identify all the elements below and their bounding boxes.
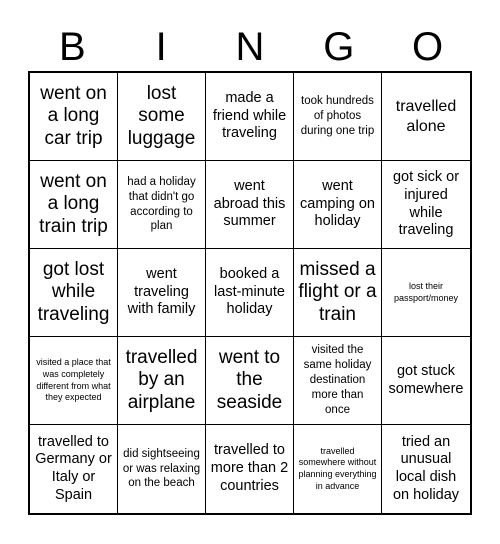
bingo-cell-r4-c5[interactable]: got stuck somewhere bbox=[382, 337, 470, 425]
bingo-cell-r1-c2[interactable]: lost some luggage bbox=[118, 73, 206, 161]
bingo-cell-r2-c1[interactable]: went on a long train trip bbox=[30, 161, 118, 249]
bingo-cell-r1-c5[interactable]: travelled alone bbox=[382, 73, 470, 161]
bingo-cell-r1-c3[interactable]: made a friend while traveling bbox=[206, 73, 294, 161]
bingo-cell-r1-c1[interactable]: went on a long car trip bbox=[30, 73, 118, 161]
bingo-cell-r3-c2[interactable]: went traveling with family bbox=[118, 249, 206, 337]
bingo-cell-r5-c5[interactable]: tried an unusual local dish on holiday bbox=[392, 433, 460, 503]
bingo-cell-r3-c3[interactable]: booked a last-minute holiday bbox=[206, 249, 294, 337]
bingo-cell-r3-c5[interactable]: lost their passport/money bbox=[382, 249, 470, 337]
bingo-cell-r2-c3[interactable]: went abroad this summer bbox=[206, 161, 294, 249]
bingo-cell-r5-c2[interactable]: did sightseeing or was relaxing on the beach bbox=[118, 425, 206, 513]
header-letter-i: I bbox=[155, 25, 167, 69]
bingo-cell-r5-c3[interactable]: travelled to more than 2 countries bbox=[206, 425, 294, 513]
header-letter-o: O bbox=[412, 25, 444, 69]
header-letter-g: G bbox=[323, 25, 355, 69]
bingo-cell-r4-c4[interactable]: visited the same holiday destination more than once bbox=[294, 337, 382, 425]
header-letter-b: B bbox=[59, 25, 86, 69]
bingo-cell-r2-c5[interactable]: got sick or injured while traveling bbox=[382, 161, 470, 249]
bingo-grid bbox=[28, 71, 472, 515]
bingo-cell-r1-c4[interactable]: took hundreds of photos during one trip bbox=[294, 73, 382, 161]
bingo-cell-r5-c1[interactable]: travelled to Germany or Italy or Spain bbox=[30, 425, 118, 513]
bingo-cell-r5-c4[interactable]: travelled somewhere without planning everything in advance bbox=[294, 425, 382, 513]
bingo-cell-r3-c4[interactable]: missed a flight or a train bbox=[294, 249, 382, 337]
bingo-cell-r4-c1[interactable]: visited a place that was completely different from what they expected bbox=[30, 337, 118, 425]
bingo-cell-r4-c3[interactable]: went to the seaside bbox=[206, 337, 294, 425]
bingo-header bbox=[28, 22, 472, 72]
bingo-cell-r2-c2[interactable]: had a holiday that didn't go according to plan bbox=[118, 161, 206, 249]
bingo-cell-r4-c2[interactable]: travelled by an airplane bbox=[118, 337, 206, 425]
bingo-cell-r3-c1[interactable]: got lost while traveling bbox=[30, 249, 118, 337]
header-letter-n: N bbox=[235, 25, 265, 69]
bingo-cell-r2-c4[interactable]: went camping on holiday bbox=[294, 161, 382, 249]
